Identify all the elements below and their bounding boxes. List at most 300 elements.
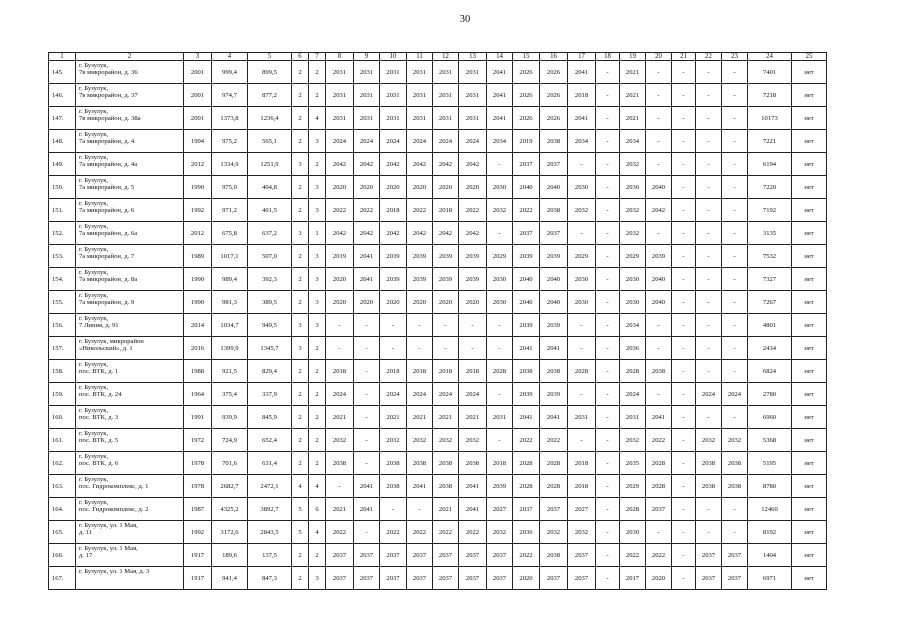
table-cell: 10173 <box>748 107 792 130</box>
table-cell: 1991 <box>184 406 212 429</box>
table-cell: 971,2 <box>212 199 248 222</box>
table-cell: 2038 <box>380 452 407 475</box>
table-cell: 2032 <box>620 222 646 245</box>
table-cell: - <box>672 567 696 590</box>
table-cell: 2022 <box>326 521 354 544</box>
table-cell: 2028 <box>646 475 672 498</box>
table-cell: 2037 <box>540 567 568 590</box>
table-cell: - <box>568 429 596 452</box>
table-row <box>49 130 827 153</box>
table-cell: 7532 <box>748 245 792 268</box>
table-cell: 2032 <box>487 521 513 544</box>
table-cell: нет <box>792 222 827 245</box>
row-number: 167. <box>49 567 76 590</box>
table-cell: нет <box>792 130 827 153</box>
table-row <box>49 406 827 429</box>
table-cell: - <box>596 245 620 268</box>
column-header: 14 <box>487 53 513 61</box>
table-cell: 2 <box>309 383 326 406</box>
table-cell: 2022 <box>459 199 487 222</box>
table-cell: 2001 <box>184 84 212 107</box>
table-cell: 1917 <box>184 567 212 590</box>
table-cell: 2022 <box>407 521 433 544</box>
table-cell: 652,4 <box>248 429 292 452</box>
table-cell: 1034,7 <box>212 314 248 337</box>
table-cell: 2026 <box>540 107 568 130</box>
table-cell: 2020 <box>513 567 540 590</box>
table-cell: - <box>722 84 748 107</box>
table-cell: 2039 <box>407 245 433 268</box>
row-number: 152. <box>49 222 76 245</box>
table-cell: 3 <box>309 199 326 222</box>
table-cell: 1987 <box>184 498 212 521</box>
table-cell: 2031 <box>380 84 407 107</box>
table-header <box>49 53 827 61</box>
table-cell: 631,4 <box>248 452 292 475</box>
address-cell: г. Бузулук, пос. ВТК, д. 5 <box>76 429 184 452</box>
table-cell: 2034 <box>620 130 646 153</box>
table-cell: 2038 <box>513 360 540 383</box>
table-cell: 1972 <box>184 429 212 452</box>
table-cell: 2018 <box>326 360 354 383</box>
table-cell: нет <box>792 452 827 475</box>
table-cell: 2 <box>309 360 326 383</box>
table-cell: 2036 <box>513 521 540 544</box>
table-cell: - <box>722 291 748 314</box>
table-cell: 1994 <box>184 130 212 153</box>
table-cell: нет <box>792 567 827 590</box>
table-cell: 2039 <box>433 268 459 291</box>
table-cell: - <box>380 498 407 521</box>
table-cell: 2024 <box>326 130 354 153</box>
table-cell: 2038 <box>540 360 568 383</box>
table-cell: 999,4 <box>212 61 248 84</box>
table-cell: 3172,6 <box>212 521 248 544</box>
table-cell: - <box>722 153 748 176</box>
table-cell: 2024 <box>407 383 433 406</box>
table-cell: 2018 <box>568 475 596 498</box>
table-cell: 2022 <box>380 521 407 544</box>
table-cell: - <box>354 314 380 337</box>
table-cell: - <box>672 61 696 84</box>
table-cell: 3 <box>309 176 326 199</box>
table-cell: 974,7 <box>212 84 248 107</box>
address-cell: г. Бузулук, 7а микрорайон, д. 4 <box>76 130 184 153</box>
row-number: 157. <box>49 337 76 360</box>
table-cell: 2018 <box>459 360 487 383</box>
table-cell: нет <box>792 337 827 360</box>
table-cell: - <box>646 84 672 107</box>
table-cell: 6 <box>309 498 326 521</box>
table-cell: - <box>672 383 696 406</box>
table-cell: 2037 <box>407 544 433 567</box>
table-cell: 2029 <box>620 475 646 498</box>
table-cell: - <box>596 360 620 383</box>
table-cell: 2024 <box>620 383 646 406</box>
table-cell: 2038 <box>433 475 459 498</box>
table-cell: - <box>696 61 722 84</box>
table-cell: 2 <box>292 130 309 153</box>
table-cell: - <box>487 429 513 452</box>
table-cell: - <box>672 521 696 544</box>
table-cell: 6194 <box>748 153 792 176</box>
table-cell: 8192 <box>748 521 792 544</box>
table-cell: - <box>696 107 722 130</box>
column-header: 20 <box>646 53 672 61</box>
table-cell: 2020 <box>459 176 487 199</box>
table-cell: 2019 <box>513 130 540 153</box>
table-cell: 1992 <box>184 199 212 222</box>
table-cell: - <box>646 130 672 153</box>
table-cell: 2037 <box>459 567 487 590</box>
table-cell: - <box>722 337 748 360</box>
table-cell: - <box>380 337 407 360</box>
table-cell: 4 <box>309 107 326 130</box>
table-cell: 1345,7 <box>248 337 292 360</box>
table-cell: 2041 <box>487 84 513 107</box>
table-cell: - <box>354 383 380 406</box>
table-cell: 2032 <box>380 429 407 452</box>
table-cell: 3 <box>309 291 326 314</box>
table-cell: 2021 <box>459 406 487 429</box>
table-cell: 2040 <box>540 268 568 291</box>
table-cell: 2038 <box>540 544 568 567</box>
table-cell: 2037 <box>540 498 568 521</box>
table-cell: - <box>722 176 748 199</box>
row-number: 158. <box>49 360 76 383</box>
table-cell: - <box>696 314 722 337</box>
table-row <box>49 222 827 245</box>
table-row <box>49 360 827 383</box>
table-cell: - <box>646 153 672 176</box>
table-cell: 7192 <box>748 199 792 222</box>
address-cell: г. Бузулук, 7а микрорайон, д. 4а <box>76 153 184 176</box>
table-cell: 2031 <box>407 84 433 107</box>
table-cell: 2029 <box>487 245 513 268</box>
table-cell: 1990 <box>184 176 212 199</box>
table-cell: 401,5 <box>248 199 292 222</box>
table-cell: 2041 <box>487 107 513 130</box>
table-cell: 2038 <box>433 452 459 475</box>
table-cell: 2037 <box>354 544 380 567</box>
table-cell: - <box>326 337 354 360</box>
table-cell: 2037 <box>568 544 596 567</box>
table-cell: 2041 <box>354 245 380 268</box>
table-cell: 941,4 <box>212 567 248 590</box>
table-cell: 2037 <box>380 544 407 567</box>
table-cell: 2031 <box>407 107 433 130</box>
table-cell: - <box>596 153 620 176</box>
address-cell: г. Бузулук, 7в микрорайон, д. 36 <box>76 61 184 84</box>
table-cell: 1978 <box>184 452 212 475</box>
table-cell: 1373,8 <box>212 107 248 130</box>
table-row <box>49 452 827 475</box>
table-cell: - <box>354 429 380 452</box>
table-cell: - <box>672 475 696 498</box>
table-cell: 2001 <box>184 61 212 84</box>
table-cell: 2020 <box>380 291 407 314</box>
table-cell: - <box>568 383 596 406</box>
address-cell: г. Бузулук, пос. ВТК, д. 24 <box>76 383 184 406</box>
table-cell: - <box>568 153 596 176</box>
table-cell: 2036 <box>620 337 646 360</box>
table-cell: 829,4 <box>248 360 292 383</box>
table-cell: 2 <box>309 84 326 107</box>
table-cell: 2041 <box>407 475 433 498</box>
table-cell: - <box>596 130 620 153</box>
table-cell: 2041 <box>354 475 380 498</box>
table-cell: 2 <box>309 452 326 475</box>
table-cell: - <box>646 314 672 337</box>
table-cell: - <box>696 291 722 314</box>
table-cell: 2 <box>309 406 326 429</box>
table-cell: 2041 <box>646 406 672 429</box>
row-number: 149. <box>49 153 76 176</box>
table-row <box>49 498 827 521</box>
table-cell: - <box>596 567 620 590</box>
column-header: 24 <box>748 53 792 61</box>
table-cell: 2020 <box>646 567 672 590</box>
table-cell: - <box>596 337 620 360</box>
table-cell: 2030 <box>568 176 596 199</box>
table-cell: 2032 <box>722 429 748 452</box>
table-cell: - <box>646 337 672 360</box>
table-cell: 2018 <box>433 199 459 222</box>
column-header: 4 <box>212 53 248 61</box>
table-cell: - <box>596 498 620 521</box>
table-cell: - <box>596 521 620 544</box>
table-cell: 2026 <box>513 61 540 84</box>
table-cell: 899,5 <box>248 61 292 84</box>
table-cell: - <box>722 314 748 337</box>
table-cell: 2024 <box>696 383 722 406</box>
address-cell: г. Бузулук, 7а микрорайон, д. 7 <box>76 245 184 268</box>
table-cell: 2037 <box>696 567 722 590</box>
table-cell: 2022 <box>646 544 672 567</box>
table-cell: 2021 <box>433 406 459 429</box>
table-cell: - <box>596 268 620 291</box>
table-cell: - <box>722 521 748 544</box>
table-cell: 637,2 <box>248 222 292 245</box>
column-header: 2 <box>76 53 184 61</box>
table-cell: - <box>696 153 722 176</box>
table-cell: - <box>596 291 620 314</box>
table-cell: 389,5 <box>248 291 292 314</box>
table-cell: 3 <box>292 314 309 337</box>
address-cell: г. Бузулук, микрорайон «Никольский», д. 1 <box>76 337 184 360</box>
table-cell: - <box>487 222 513 245</box>
table-cell: 2038 <box>696 452 722 475</box>
table-cell: 1017,1 <box>212 245 248 268</box>
table-cell: 2038 <box>407 452 433 475</box>
table-cell: 2021 <box>326 406 354 429</box>
table-cell: 2 <box>292 360 309 383</box>
table-cell: 8780 <box>748 475 792 498</box>
table-cell: 2024 <box>354 130 380 153</box>
table-cell: 2030 <box>620 521 646 544</box>
table-cell: 2032 <box>459 429 487 452</box>
table-cell: - <box>722 199 748 222</box>
table-cell: 2042 <box>354 222 380 245</box>
table-cell: 2024 <box>326 383 354 406</box>
table-cell: - <box>672 544 696 567</box>
table-cell: 2030 <box>620 176 646 199</box>
table-cell: 1988 <box>184 360 212 383</box>
table-cell: 2031 <box>354 61 380 84</box>
table-cell: 2020 <box>326 176 354 199</box>
table-cell: - <box>672 130 696 153</box>
table-cell: 6824 <box>748 360 792 383</box>
table-cell: - <box>407 337 433 360</box>
table-cell: 2037 <box>568 567 596 590</box>
row-number: 154. <box>49 268 76 291</box>
table-cell: - <box>672 268 696 291</box>
table-cell: 2032 <box>568 521 596 544</box>
table-cell: нет <box>792 291 827 314</box>
table-cell: 2037 <box>407 567 433 590</box>
row-number: 159. <box>49 383 76 406</box>
table-cell: 2024 <box>459 130 487 153</box>
table-row <box>49 199 827 222</box>
table-cell: 2042 <box>646 199 672 222</box>
table-cell: 2 <box>292 406 309 429</box>
table-cell: 2040 <box>513 268 540 291</box>
table-cell: - <box>487 383 513 406</box>
table-cell: нет <box>792 84 827 107</box>
table-cell: 7327 <box>748 268 792 291</box>
table-cell: 2001 <box>184 107 212 130</box>
table-cell: 2 <box>292 268 309 291</box>
table-cell: 2020 <box>433 176 459 199</box>
table-cell: 2029 <box>620 245 646 268</box>
address-cell: г. Бузулук, ул. 1 Мая, д. 11 <box>76 521 184 544</box>
table-cell: - <box>696 176 722 199</box>
table-cell: 675,8 <box>212 222 248 245</box>
table-cell: 2022 <box>459 521 487 544</box>
table-cell: - <box>672 406 696 429</box>
table-cell: нет <box>792 107 827 130</box>
table-cell: - <box>672 176 696 199</box>
table-cell: 2042 <box>354 153 380 176</box>
table-cell: 2021 <box>620 107 646 130</box>
table-cell: 4 <box>309 475 326 498</box>
column-header: 11 <box>407 53 433 61</box>
table-cell: - <box>646 61 672 84</box>
table-cell: 2031 <box>380 107 407 130</box>
table-cell: 2026 <box>513 84 540 107</box>
table-cell: 2028 <box>513 475 540 498</box>
table-cell: - <box>696 360 722 383</box>
table-cell: 4 <box>309 521 326 544</box>
table-row <box>49 383 827 406</box>
column-header: 18 <box>596 53 620 61</box>
table-cell: - <box>568 222 596 245</box>
row-number: 164. <box>49 498 76 521</box>
table-body <box>49 61 827 590</box>
table-cell: 2032 <box>696 429 722 452</box>
table-cell: - <box>646 107 672 130</box>
table-cell: 2041 <box>540 337 568 360</box>
table-cell: 2018 <box>380 199 407 222</box>
table-cell: 565,1 <box>248 130 292 153</box>
table-row <box>49 429 827 452</box>
table-cell: 2018 <box>380 360 407 383</box>
row-number: 165. <box>49 521 76 544</box>
table-cell: 2028 <box>646 452 672 475</box>
address-cell: г. Бузулук, 7а микрорайон, д. 5 <box>76 176 184 199</box>
table-cell: 2037 <box>487 544 513 567</box>
table-cell: 2 <box>292 544 309 567</box>
address-cell: г. Бузулук, 7а микрорайон, д. 6а <box>76 222 184 245</box>
table-cell: 5195 <box>748 452 792 475</box>
table-cell: нет <box>792 360 827 383</box>
table-cell: 845,9 <box>248 406 292 429</box>
row-number: 151. <box>49 199 76 222</box>
table-cell: 2037 <box>326 567 354 590</box>
table-cell: - <box>722 61 748 84</box>
table-cell: нет <box>792 176 827 199</box>
table-cell: 2032 <box>487 199 513 222</box>
table-cell: 2039 <box>380 245 407 268</box>
table-cell: 2039 <box>513 245 540 268</box>
table-cell: нет <box>792 406 827 429</box>
table-cell: - <box>696 337 722 360</box>
table-cell: - <box>696 521 722 544</box>
table-cell: 2024 <box>380 383 407 406</box>
table-cell: нет <box>792 61 827 84</box>
table-cell: 2031 <box>354 84 380 107</box>
table-row <box>49 567 827 590</box>
table-cell: - <box>568 314 596 337</box>
table-cell: 2039 <box>513 383 540 406</box>
table-cell: - <box>672 360 696 383</box>
table-cell: - <box>596 314 620 337</box>
table-cell: 2037 <box>433 544 459 567</box>
table-cell: 2037 <box>513 153 540 176</box>
table-cell: 2032 <box>568 199 596 222</box>
table-cell: нет <box>792 383 827 406</box>
table-cell: 2031 <box>326 107 354 130</box>
table-cell: 2031 <box>487 406 513 429</box>
table-cell: 2031 <box>568 406 596 429</box>
table-cell: 1 <box>309 222 326 245</box>
table-cell: - <box>354 406 380 429</box>
table-cell: 4325,2 <box>212 498 248 521</box>
table-cell: нет <box>792 498 827 521</box>
table-cell: 2037 <box>380 567 407 590</box>
table-cell: 2032 <box>433 429 459 452</box>
table-cell: 2037 <box>513 222 540 245</box>
table-cell: 2039 <box>459 245 487 268</box>
table-cell: 2018 <box>487 452 513 475</box>
table-cell: 1399,9 <box>212 337 248 360</box>
table-cell: 2026 <box>540 84 568 107</box>
table-cell: - <box>326 475 354 498</box>
table-cell: 2037 <box>696 544 722 567</box>
table-cell: 2037 <box>326 544 354 567</box>
table-cell: 2042 <box>459 153 487 176</box>
table-cell: 2034 <box>487 130 513 153</box>
table-cell: - <box>596 452 620 475</box>
table-cell: 981,3 <box>212 291 248 314</box>
table-cell: 2037 <box>433 567 459 590</box>
table-cell: 847,3 <box>248 567 292 590</box>
table-cell: 2030 <box>568 268 596 291</box>
table-cell: 2039 <box>459 268 487 291</box>
column-header: 10 <box>380 53 407 61</box>
row-number: 150. <box>49 176 76 199</box>
table-cell: 2040 <box>646 291 672 314</box>
